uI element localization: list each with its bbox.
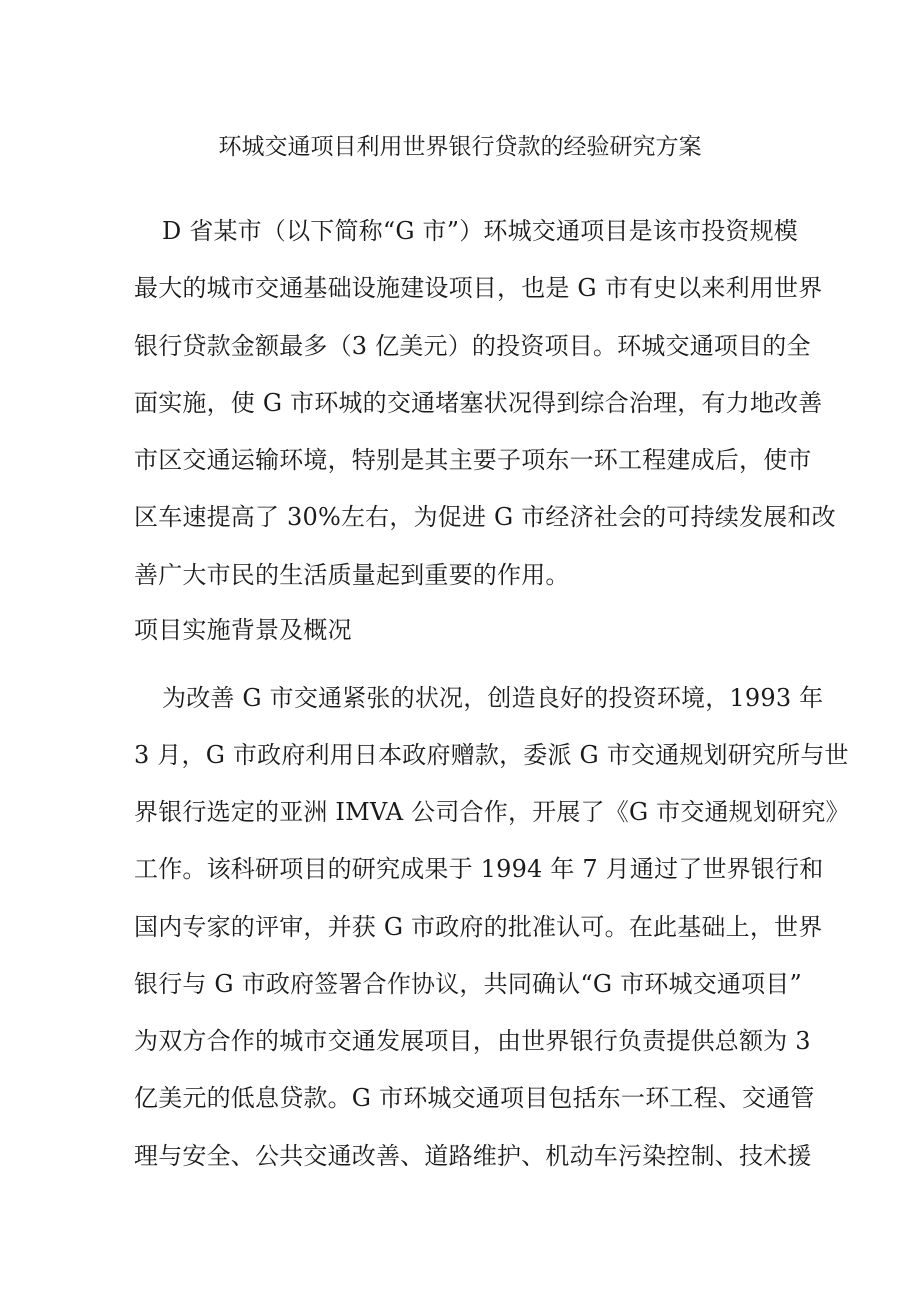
paragraph-1-line: 善广大市民的生活质量起到重要的作用。 <box>134 561 570 589</box>
paragraph-2-line: 为改善 G 市交通紧张的状况，创造良好的投资环境，1993 年 <box>162 684 824 712</box>
section-heading: 项目实施背景及概况 <box>134 616 352 644</box>
paragraph-2-line: 国内专家的评审，并获 G 市政府的批准认可。在此基础上，世界 <box>134 913 823 941</box>
paragraph-1-line: D 省某市（以下简称“G 市”）环城交通项目是该市投资规模 <box>162 217 799 245</box>
document-title: 环城交通项目利用世界银行贷款的经验研究方案 <box>218 134 702 160</box>
paragraph-2-line: 工作。该科研项目的研究成果于 1994 年 7 月通过了世界银行和 <box>134 855 824 883</box>
paragraph-1-line: 银行贷款金额最多（3 亿美元）的投资项目。环城交通项目的全 <box>134 332 811 360</box>
paragraph-1-line: 最大的城市交通基础设施建设项目，也是 G 市有史以来利用世界 <box>134 274 823 302</box>
paragraph-2-line: 界银行选定的亚洲 IMVA 公司合作，开展了《G 市交通规划研究》 <box>134 798 850 826</box>
paragraph-2-line: 为双方合作的城市交通发展项目，由世界银行负责提供总额为 3 <box>134 1027 811 1055</box>
paragraph-2-line: 3 月，G 市政府利用日本政府赠款，委派 G 市交通规划研究所与世 <box>134 741 849 769</box>
paragraph-2-line: 理与安全、公共交通改善、道路维护、机动车污染控制、技术援 <box>134 1142 812 1170</box>
paragraph-1-line: 市区交通运输环境，特别是其主要子项东一环工程建成后，使市 <box>134 446 812 474</box>
paragraph-2-line: 亿美元的低息贷款。G 市环城交通项目包括东一环工程、交通管 <box>134 1084 815 1112</box>
paragraph-1-line: 面实施，使 G 市环城的交通堵塞状况得到综合治理，有力地改善 <box>134 389 823 417</box>
paragraph-1-line: 区车速提高了 30%左右，为促进 G 市经济社会的可持续发展和改 <box>134 503 836 531</box>
paragraph-2-line: 银行与 G 市政府签署合作协议，共同确认“G 市环城交通项目” <box>134 970 802 998</box>
